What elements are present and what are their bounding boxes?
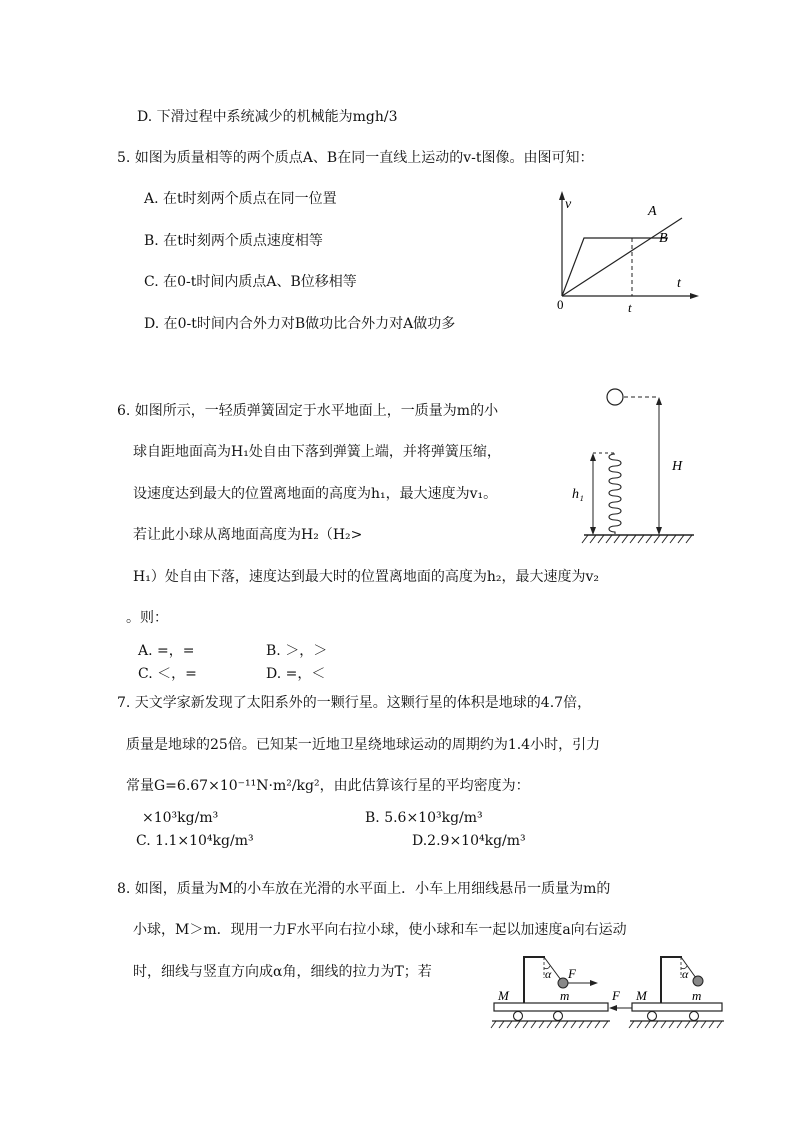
v-label: v	[565, 197, 572, 212]
t-tick-label: t	[628, 300, 632, 315]
q6-option-a: A. =，=	[138, 643, 195, 659]
spring-figure	[562, 382, 696, 548]
alpha-label: α	[545, 967, 552, 981]
spring	[609, 454, 621, 534]
q5-option-b: B. 在t时刻两个质点速度相等	[144, 233, 323, 249]
wheel-right	[690, 1012, 699, 1021]
q7-option-c: C. 1.1×10⁴kg/m³	[136, 833, 254, 849]
wheel-left	[648, 1012, 657, 1021]
ball	[607, 389, 623, 405]
q7-option-a: ×10³kg/m³	[142, 810, 219, 826]
ground-hatch	[582, 535, 692, 543]
m-label: m	[692, 988, 702, 1003]
t-axis-label: t	[677, 276, 681, 291]
wheel-left	[514, 1012, 523, 1021]
ball	[558, 978, 568, 988]
q6-line-2: 球自距地面高为H₁处自由下落到弹簧上端，并将弹簧压缩，	[133, 444, 501, 460]
q5-option-a: A. 在t时刻两个质点在同一位置	[144, 191, 337, 207]
q5-stem: 5. 如图为质量相等的两个质点A、B在同一直线上运动的v-t图像。由图可知：	[117, 150, 594, 166]
q5-option-c: C. 在0-t时间内质点A、B位移相等	[144, 274, 357, 290]
q7-line-1: 7. 天文学家新发现了太阳系外的一颗行星。这颗行星的体积是地球的4.7倍，	[117, 695, 592, 711]
h1-label: h₁	[572, 487, 584, 502]
q6-line-1: 6. 如图所示，一轻质弹簧固定于水平地面上，一质量为m的小	[117, 403, 499, 419]
vt-graph	[540, 188, 700, 320]
q7-line-2: 质量是地球的25倍。已知某一近地卫星绕地球运动的周期约为1.4小时，引力	[126, 737, 601, 753]
F-label: F	[612, 988, 620, 1003]
q6-line-3: 设速度达到最大的位置离地面的高度为h₁，最大速度为v₁。	[133, 486, 498, 502]
label-b: B	[659, 231, 668, 246]
q4-option-d: D. 下滑过程中系统减少的机械能为mgh/3	[137, 109, 398, 125]
cart-figure-right-pull	[488, 950, 612, 1032]
q7-option-b: B. 5.6×10³kg/m³	[365, 810, 483, 826]
q7-line-3: 常量G=6.67×10⁻¹¹N·m²/kg²，由此估算该行星的平均密度为：	[126, 778, 530, 794]
q6-line-6: 。则：	[126, 610, 168, 626]
q6-option-b: B. ＞，＞	[266, 643, 328, 659]
q5-option-d: D. 在0-t时间内合外力对B做功比合外力对A做功多	[144, 316, 456, 332]
q8-line-3: 时，细线与竖直方向成α角，细线的拉力为T；若	[133, 964, 432, 980]
m-label: m	[560, 988, 570, 1003]
F-label: F	[568, 966, 576, 981]
q8-line-1: 8. 如图，质量为M的小车放在光滑的水平面上．小车上用细线悬吊一质量为m的	[117, 881, 611, 897]
q6-option-c: C. ＜，=	[138, 666, 197, 682]
H-label: H	[672, 459, 683, 474]
ball	[693, 976, 703, 986]
line-a	[562, 218, 682, 296]
M-label: M	[636, 988, 647, 1003]
origin-label: 0	[557, 297, 564, 312]
q8-line-2: 小球，M＞m．现用一力F水平向右拉小球，使小球和车一起以加速度a向右运动	[133, 922, 627, 938]
cart-figure-left-pull	[606, 950, 726, 1032]
label-a: A	[648, 204, 657, 219]
alpha-label: α	[682, 967, 689, 981]
q6-line-5: H₁）处自由下落，速度达到最大时的位置离地面的高度为h₂，最大速度为v₂	[133, 569, 599, 585]
t-axis-arrow	[690, 293, 699, 299]
q7-option-d: D.2.9×10⁴kg/m³	[412, 833, 526, 849]
cart-body	[632, 1003, 722, 1011]
wheel-right	[554, 1012, 563, 1021]
line-b	[562, 238, 668, 296]
q6-option-d: D. =，＜	[266, 666, 326, 682]
cart-body	[494, 1003, 608, 1011]
q6-line-4: 若让此小球从离地面高度为H₂（H₂>	[133, 527, 363, 543]
M-label: M	[498, 988, 509, 1003]
